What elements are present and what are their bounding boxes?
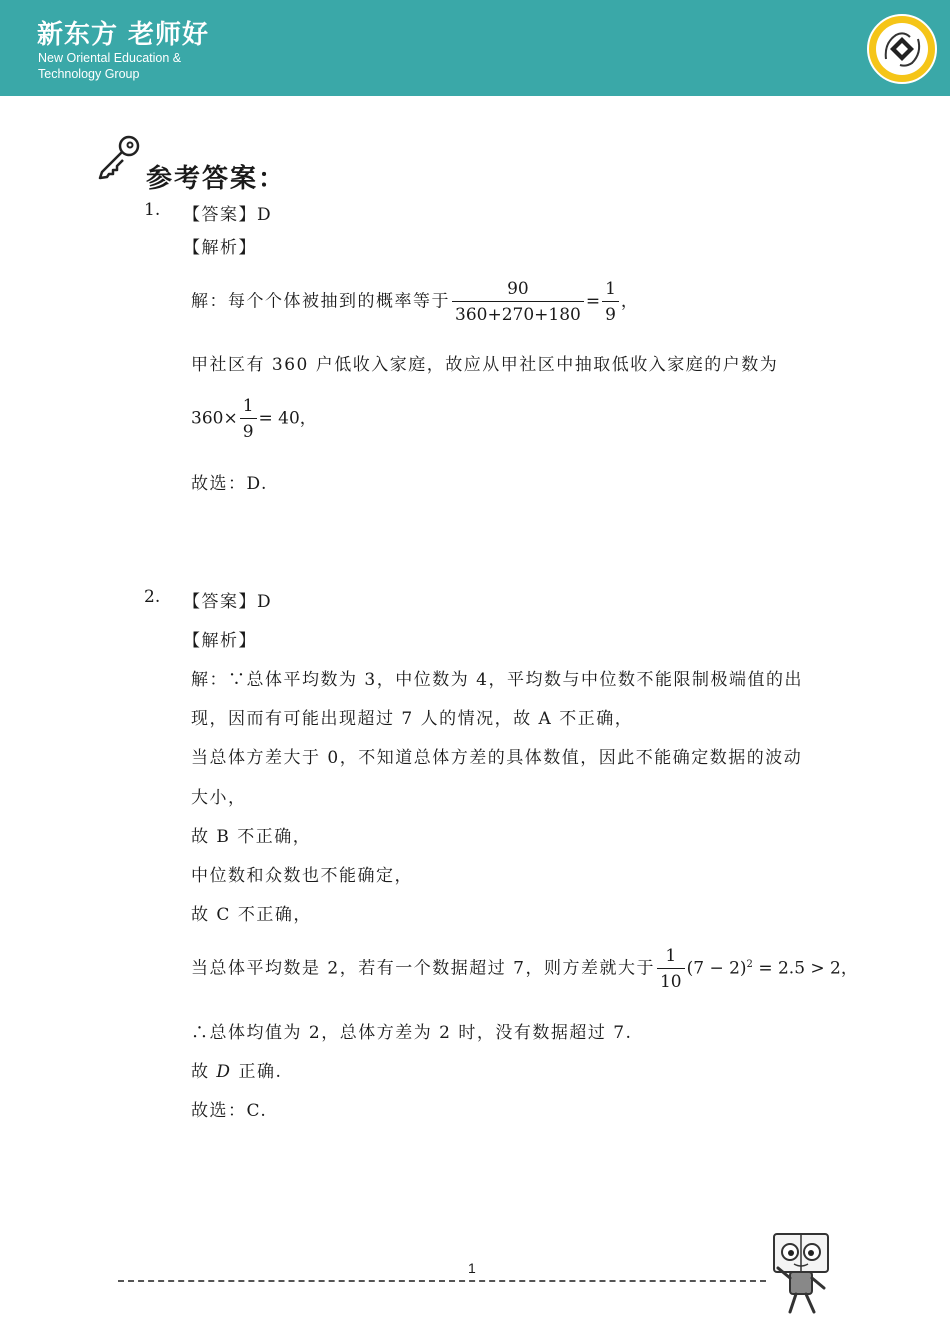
q2-solution-line-4: 大小， [191, 788, 247, 808]
brand-name-cn: 新东方 老师好 [37, 20, 210, 50]
q2-l8-suffix: = 2.5 > 2， [752, 958, 858, 979]
q1-frac1-numerator: 90 [452, 279, 584, 302]
brand-en-line1: New Oriental Education & [38, 51, 182, 65]
brand-name-en [38, 50, 218, 82]
key-icon [96, 134, 142, 180]
brand-en-line2: Technology Group [38, 67, 140, 81]
q2-solution-line-2: 现，因而有可能出现超过 7 人的情况，故 A 不正确， [191, 709, 634, 729]
q2-l8-denominator: 10 [659, 972, 682, 992]
q1-l3-denominator: 9 [242, 422, 254, 442]
q2-solution-line-7: 故 C 不正确， [191, 905, 312, 925]
q2-solution-line-9: ∴总体均值为 2，总体方差为 2 时，没有数据超过 7. [191, 1023, 633, 1043]
footer-divider [118, 1280, 766, 1282]
q2-solution-line-3: 当总体方差大于 0，不知道总体方差的具体数值，因此不能确定数据的波动 [191, 748, 803, 768]
q1-frac2-denominator: 9 [605, 305, 616, 325]
new-oriental-logo-icon [866, 13, 938, 85]
q1-fraction-probability [452, 279, 584, 325]
q2-analysis-label: 【解析】 [183, 631, 257, 651]
q1-l1-prefix: 解：每个个体被抽到的概率等于 [191, 291, 450, 312]
q2-l8-expression: (7 − 2) [686, 958, 747, 979]
q1-fraction-ninth [240, 396, 257, 442]
q1-fraction-result [602, 279, 619, 325]
q2-solution-line-1: 解：∵总体平均数为 3，中位数为 4，平均数与中位数不能限制极端值的出 [191, 670, 803, 690]
section-title: 参考答案： [146, 164, 287, 194]
q2-number: 2. [144, 587, 161, 607]
q1-l3-prefix: 360× [191, 408, 238, 429]
q1-l1-equals: = [585, 291, 601, 312]
q1-frac2-numerator: 1 [602, 279, 619, 302]
q1-solution-line-1 [191, 279, 639, 325]
q2-solution-line-6: 中位数和众数也不能确定， [191, 866, 413, 886]
page-number: 1 [468, 1260, 476, 1276]
q1-solution-line-3 [191, 396, 317, 442]
q1-solution-line-4: 故选：D. [191, 474, 268, 494]
q2-l10-prefix: 故 [191, 1062, 217, 1082]
q2-l10-suffix: 正确. [231, 1062, 283, 1082]
q2-l8-numerator: 1 [657, 946, 685, 969]
q2-solution-line-10 [191, 1057, 282, 1082]
q1-solution-line-2: 甲社区有 360 户低收入家庭，故应从甲社区中抽取低收入家庭的户数为 [191, 355, 779, 375]
q2-l8-exponent: 2 [746, 958, 753, 970]
brand-header [0, 0, 950, 96]
q2-l8-prefix: 当总体平均数是 2，若有一个数据超过 7，则方差就大于 [191, 958, 655, 979]
q2-solution-line-8 [191, 946, 858, 992]
q2-solution-line-5: 故 B 不正确， [191, 827, 312, 847]
q1-l3-numerator: 1 [240, 396, 257, 419]
q2-answer: 【答案】D [183, 592, 273, 612]
q1-frac1-denominator: 360+270+180 [455, 305, 581, 325]
q2-solution-line-11: 故选：C. [191, 1101, 268, 1121]
book-mascot-icon [770, 1232, 832, 1316]
q1-l1-suffix: ， [620, 291, 640, 312]
q1-number: 1. [144, 200, 161, 220]
q2-l10-variable: D [216, 1062, 232, 1082]
q1-answer: 【答案】D [183, 205, 273, 225]
q1-l3-suffix: = 40， [258, 408, 317, 429]
q1-analysis-label: 【解析】 [183, 238, 257, 258]
q2-fraction-tenth [657, 946, 685, 992]
